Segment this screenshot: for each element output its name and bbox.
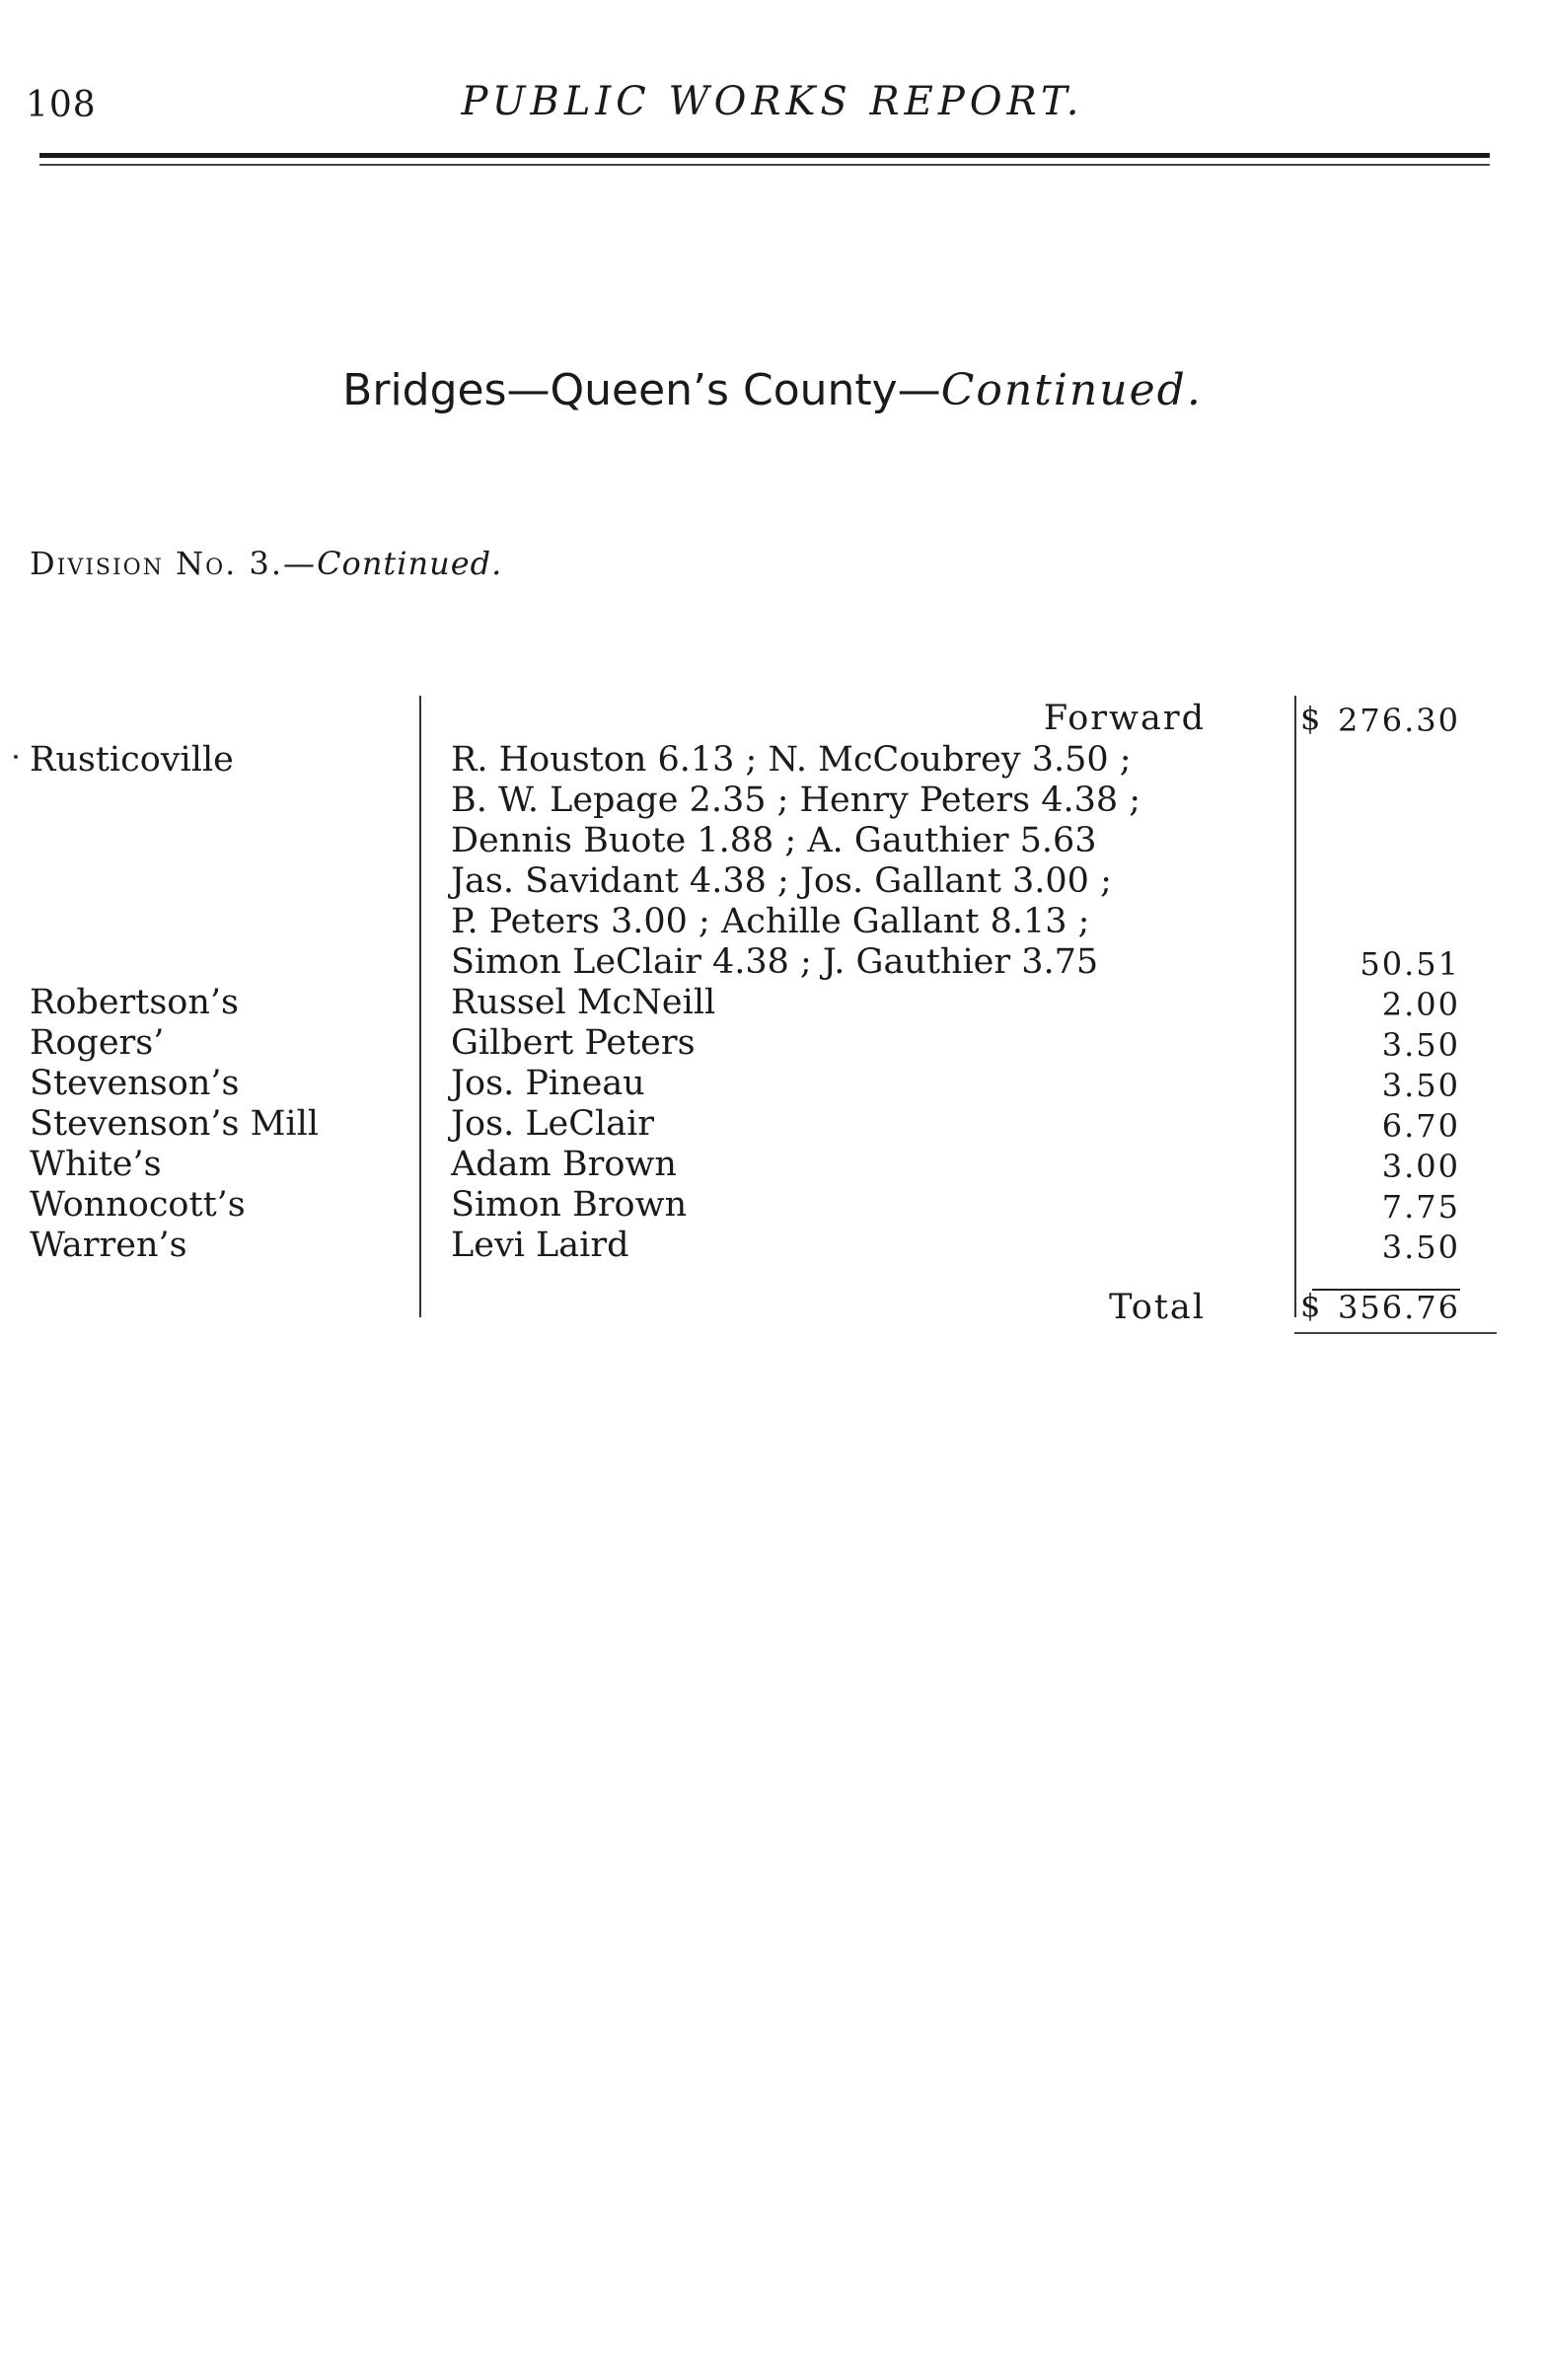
payee-list: B. W. Lepage 2.35 ; Henry Peters 4.38 ;	[451, 781, 1141, 820]
division-continued: Continued.	[317, 545, 503, 582]
margin-mark	[14, 755, 18, 759]
row-amount: 3.50	[1381, 1228, 1460, 1266]
section-title: Bridges—Queen’s County—	[342, 365, 941, 415]
bridge-name: Wonnocott’s	[30, 1185, 246, 1225]
bridge-name: Warren’s	[30, 1226, 187, 1265]
row-amount: 2.00	[1381, 986, 1460, 1023]
page-number: 108	[26, 85, 97, 125]
payee-list: Jos. Pineau	[451, 1064, 645, 1103]
payee-list: Levi Laird	[451, 1226, 629, 1265]
column-rule-left	[419, 696, 421, 1317]
header-rule-thick	[39, 153, 1490, 158]
row-amount: 50.51	[1360, 945, 1460, 983]
row-amount: 6.70	[1381, 1107, 1460, 1145]
row-amount: 7.75	[1381, 1188, 1460, 1226]
header-rule-thin	[39, 164, 1490, 166]
payee-list: Adam Brown	[451, 1145, 677, 1184]
running-title: PUBLIC WORKS REPORT.	[461, 79, 1084, 124]
forward-currency: $	[1300, 700, 1321, 737]
row-amount: 3.50	[1381, 1067, 1460, 1104]
division-label: Division No. 3.—	[30, 545, 318, 582]
payee-list: Jas. Savidant 4.38 ; Jos. Gallant 3.00 ;	[451, 861, 1112, 901]
payee-list: Dennis Buote 1.88 ; A. Gauthier 5.63	[451, 821, 1097, 860]
payee-list: R. Houston 6.13 ; N. McCoubrey 3.50 ;	[451, 740, 1132, 780]
bridge-name: Stevenson’s Mill	[30, 1104, 319, 1144]
forward-amount: 276.30	[1338, 702, 1460, 739]
bridge-name: Robertson’s	[30, 983, 239, 1022]
row-amount: 3.00	[1381, 1148, 1460, 1185]
payee-list: Simon LeClair 4.38 ; J. Gauthier 3.75	[451, 942, 1099, 982]
payee-list: Jos. LeClair	[451, 1104, 655, 1144]
total-underline	[1294, 1332, 1497, 1334]
payee-list: P. Peters 3.00 ; Achille Gallant 8.13 ;	[451, 902, 1090, 941]
bridge-name: Rusticoville	[30, 740, 234, 780]
forward-label: Forward	[1043, 699, 1206, 738]
bridge-name: Stevenson’s	[30, 1064, 240, 1103]
total-label: Total	[1109, 1288, 1206, 1327]
payee-list: Gilbert Peters	[451, 1023, 696, 1063]
total-currency: $	[1300, 1287, 1321, 1324]
payee-list: Simon Brown	[451, 1185, 688, 1225]
division-heading	[30, 545, 502, 582]
payee-list: Russel McNeill	[451, 983, 716, 1022]
section-continued: Continued.	[940, 365, 1203, 415]
column-rule-right	[1294, 696, 1296, 1317]
total-amount: 356.76	[1338, 1289, 1460, 1326]
section-heading	[0, 365, 1545, 415]
row-amount: 3.50	[1381, 1026, 1460, 1064]
bridge-name: White’s	[30, 1145, 162, 1184]
bridge-name: Rogers’	[30, 1023, 165, 1063]
